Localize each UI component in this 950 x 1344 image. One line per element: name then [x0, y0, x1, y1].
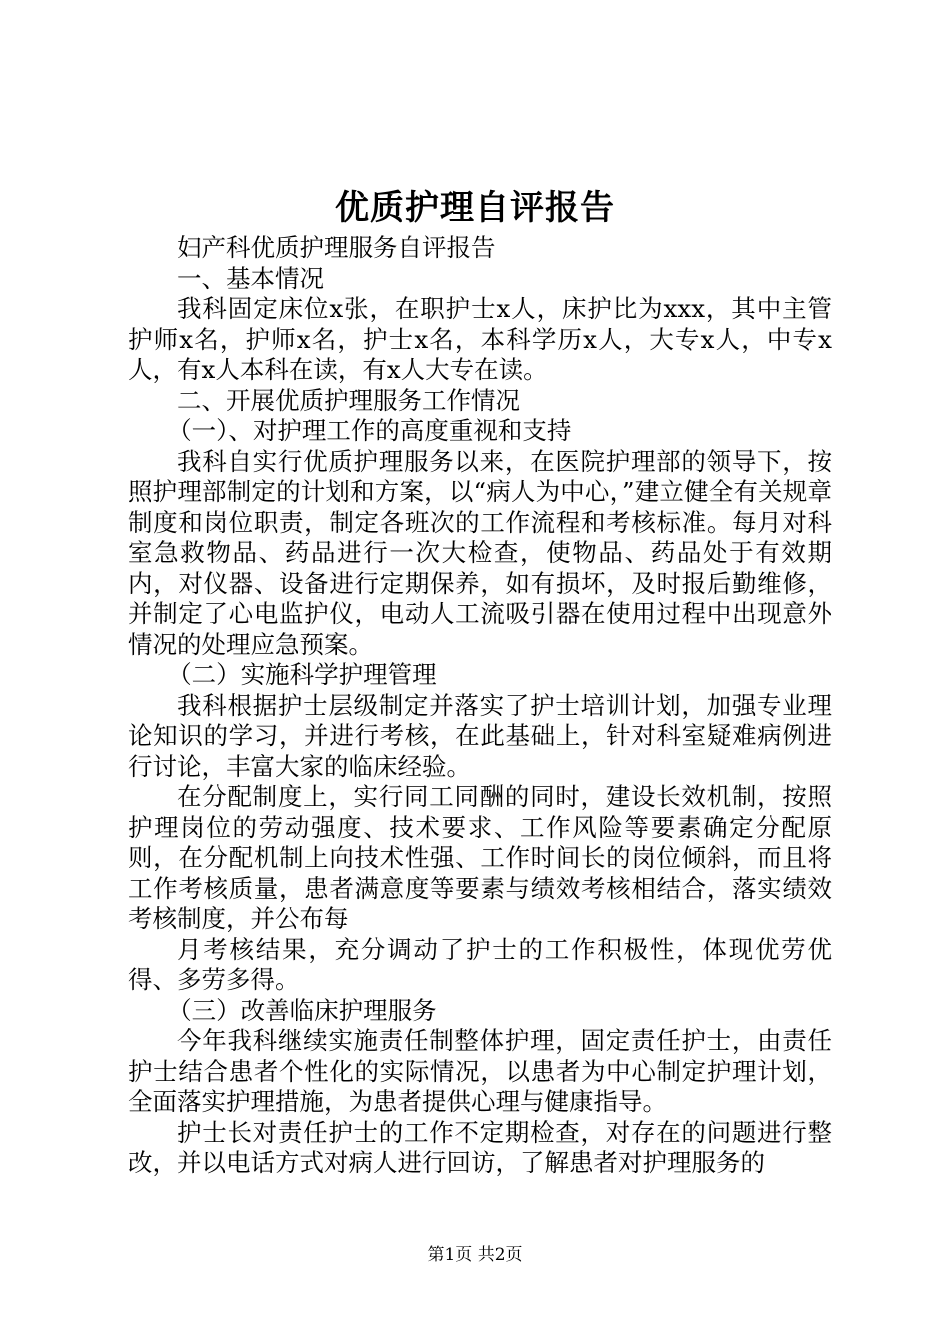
paragraph-basic-info: 我科固定床位x张，在职护士x人，床护比为xxx，其中主管护师x名，护师x名，护士x名，本科学历x人，大专x人，中专x人，有x人本科在读，有x人大专在读。	[128, 294, 832, 384]
subsection-heading-2: （二）实施科学护理管理	[167, 660, 437, 689]
document-title: 优质护理自评报告	[335, 188, 615, 228]
paragraph-responsibility-care: 今年我科继续实施责任制整体护理，固定责任护士，由责任护士结合患者个性化的实际情况，以患者为中心制定护理计划，全面落实护理措施，为患者提供心理与健康指导。	[128, 1026, 832, 1116]
document-body	[128, 233, 832, 1179]
subsection-heading-3: （三）改善临床护理服务	[167, 995, 437, 1025]
section-heading-work-status: 二、开展优质护理服务工作情况	[177, 385, 520, 415]
paragraph-training: 我科根据护士层级制定并落实了护士培训计划，加强专业理论知识的学习，并进行考核，在此基础上，针对科室疑难病例进行讨论，丰富大家的临床经验。	[128, 690, 832, 781]
paragraph-distribution: 在分配制度上，实行同工同酬的同时，建设长效机制，按照护理岗位的劳动强度、技术要求、工作风险等要素确定分配原则，在分配机制上向技术性强、工作时间长的岗位倾斜，而且将工作考核质量，患者满意度等要素与绩效考核相结合，落实绩效考核制度，并公布每	[128, 782, 832, 933]
page-number-footer: 第1页 共2页	[427, 1245, 523, 1265]
paragraph-leadership: 我科自实行优质护理服务以来，在医院护理部的领导下，按照护理部制定的计划和方案，以“病人为中心，”建立健全有关规章制度和岗位职责，制定各班次的工作流程和考核标准。每月对科室急救物品、药品进行一次大检查，使物品、药品处于有效期内，对仪器、设备进行定期保养，如有损坏，及时报后勤维修，并制定了心电监护仪，电动人工流吸引器在使用过程中出现意外情况的处理应急预案。	[128, 446, 832, 659]
paragraph-head-nurse-check: 护士长对责任护士的工作不定期检查，对存在的问题进行整改，并以电话方式对病人进行回访，了解患者对护理服务的	[128, 1117, 832, 1177]
paragraph-assessment-results: 月考核结果，充分调动了护士的工作积极性，体现优劳优得、多劳多得。	[128, 934, 832, 994]
section-heading-basic-info: 一、基本情况	[177, 263, 324, 293]
report-subtitle: 妇产科优质护理服务自评报告	[177, 233, 496, 262]
subsection-heading-1: （一）、对护理工作的高度重视和支持	[167, 416, 572, 445]
